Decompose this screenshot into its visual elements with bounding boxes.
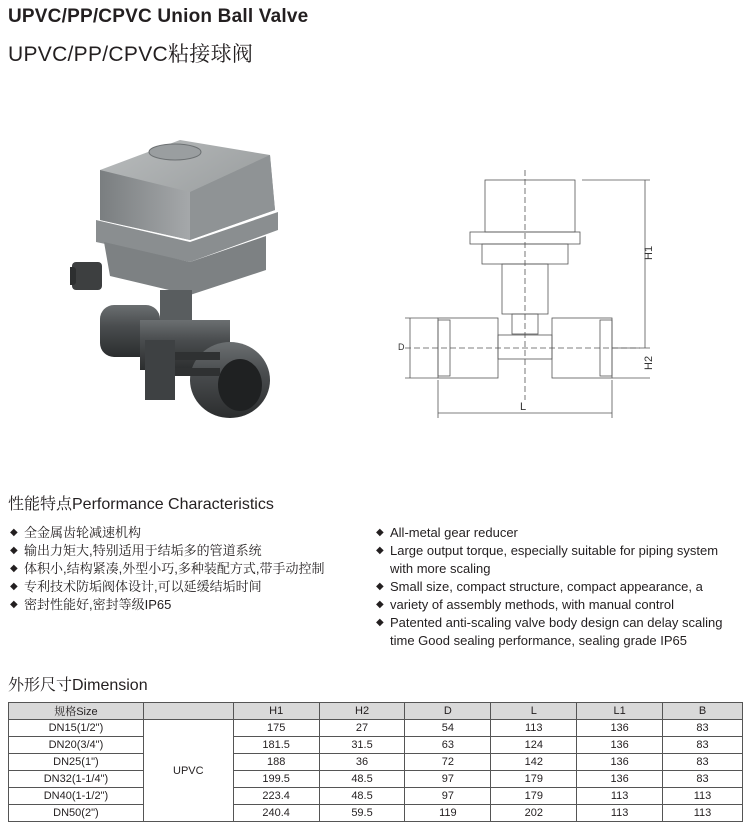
table-row (9, 771, 743, 788)
table-cell: 97 (405, 788, 491, 805)
table-cell: DN32(1-1/4") (9, 771, 144, 788)
table-cell: 31.5 (319, 737, 405, 754)
table-cell: 97 (405, 771, 491, 788)
table-row (9, 720, 743, 737)
label-d: D (398, 342, 405, 352)
table-cell: DN25(1") (9, 754, 144, 771)
column-header (143, 703, 233, 720)
feature-en-text: time Good sealing performance, sealing grade IP65 (390, 633, 688, 648)
table-cell: 83 (663, 754, 743, 771)
feature-cn-text: 专利技术防垢阀体设计,可以延缓结垢时间 (24, 579, 262, 594)
table-cell: 136 (577, 754, 663, 771)
table-cell: 72 (405, 754, 491, 771)
features-cn-list (10, 524, 324, 614)
bullet-icon: ◆ (376, 617, 384, 628)
table-cell: 181.5 (233, 737, 319, 754)
bullet-icon: ◆ (376, 581, 384, 592)
table-cell: 188 (233, 754, 319, 771)
material-cell: UPVC (143, 720, 233, 822)
table-cell: 142 (491, 754, 577, 771)
feature-cn-item (10, 578, 324, 596)
table-cell: 83 (663, 720, 743, 737)
table-cell: 175 (233, 720, 319, 737)
table-cell: 136 (577, 720, 663, 737)
feature-cn-text: 全金属齿轮减速机构 (24, 525, 142, 540)
table-cell: DN20(3/4") (9, 737, 144, 754)
bullet-icon: ◆ (376, 527, 384, 538)
column-header: 规格Size (9, 703, 144, 720)
dimension-table (8, 702, 743, 822)
feature-en-text: Large output torque, especially suitable for piping system (390, 543, 719, 558)
feature-en-text: All-metal gear reducer (390, 525, 518, 540)
column-header: L (491, 703, 577, 720)
product-title-cn: UPVC/PP/CPVC粘接球阀 (8, 43, 254, 66)
table-row (9, 737, 743, 754)
feature-en-item (376, 578, 722, 596)
feature-cn-text: 密封性能好,密封等级IP65 (24, 597, 172, 612)
table-cell: 36 (319, 754, 405, 771)
label-h1: H1 (643, 245, 655, 260)
feature-en-item (376, 596, 722, 614)
feature-en-text: variety of assembly methods, with manual control (390, 597, 674, 612)
features-en-list (376, 524, 722, 650)
label-h2: H2 (643, 355, 655, 370)
table-row (9, 805, 743, 822)
table-cell: 179 (491, 771, 577, 788)
table-cell: 124 (491, 737, 577, 754)
table-cell: 113 (577, 788, 663, 805)
table-cell: 136 (577, 771, 663, 788)
feature-cn-item (10, 596, 324, 614)
table-cell: 59.5 (319, 805, 405, 822)
feature-en-text: Small size, compact structure, compact appearance, a (390, 579, 703, 594)
table-cell: 223.4 (233, 788, 319, 805)
column-header: H1 (233, 703, 319, 720)
dimension-drawing (390, 170, 670, 430)
bullet-icon: ◆ (376, 599, 384, 610)
column-header: B (663, 703, 743, 720)
feature-cn-item (10, 560, 324, 578)
table-cell: 199.5 (233, 771, 319, 788)
table-cell: 113 (577, 805, 663, 822)
features-title: 性能特点Performance Characteristics (8, 496, 274, 513)
feature-en-text: Patented anti-scaling valve body design can delay scaling (390, 615, 723, 630)
table-cell: 63 (405, 737, 491, 754)
table-cell: 179 (491, 788, 577, 805)
product-title-en: UPVC/PP/CPVC Union Ball Valve (8, 6, 309, 27)
table-cell: DN50(2") (9, 805, 144, 822)
bullet-icon: ◆ (10, 563, 18, 574)
table-header-row (9, 703, 743, 720)
dimension-title: 外形尺寸Dimension (8, 677, 148, 694)
feature-cn-item (10, 524, 324, 542)
feature-en-item (376, 524, 722, 542)
column-header: L1 (577, 703, 663, 720)
table-cell: 113 (491, 720, 577, 737)
table-cell: DN15(1/2") (9, 720, 144, 737)
column-header: D (405, 703, 491, 720)
table-cell: 113 (663, 805, 743, 822)
bullet-icon: ◆ (376, 545, 384, 556)
table-cell: 27 (319, 720, 405, 737)
valve-photo (70, 130, 280, 420)
feature-cn-item (10, 542, 324, 560)
column-header: H2 (319, 703, 405, 720)
table-row (9, 754, 743, 771)
feature-en-item (376, 614, 722, 632)
table-cell: 83 (663, 737, 743, 754)
table-cell: 54 (405, 720, 491, 737)
table-cell: DN40(1-1/2") (9, 788, 144, 805)
table-cell: 119 (405, 805, 491, 822)
table-cell: 48.5 (319, 788, 405, 805)
feature-en-item (376, 632, 722, 650)
table-cell: 113 (663, 788, 743, 805)
bullet-icon: ◆ (10, 599, 18, 610)
label-l: L (520, 401, 527, 413)
feature-en-item (376, 542, 722, 560)
feature-en-text: with more scaling (390, 561, 491, 576)
table-cell: 48.5 (319, 771, 405, 788)
feature-cn-text: 输出力矩大,特别适用于结垢多的管道系统 (24, 543, 262, 558)
table-cell: 240.4 (233, 805, 319, 822)
table-cell: 136 (577, 737, 663, 754)
feature-en-item (376, 560, 722, 578)
bullet-icon: ◆ (10, 527, 18, 538)
table-row (9, 788, 743, 805)
bullet-icon: ◆ (10, 581, 18, 592)
table-cell: 202 (491, 805, 577, 822)
feature-cn-text: 体积小,结构紧凑,外型小巧,多种装配方式,带手动控制 (24, 561, 325, 576)
table-cell: 83 (663, 771, 743, 788)
bullet-icon: ◆ (10, 545, 18, 556)
